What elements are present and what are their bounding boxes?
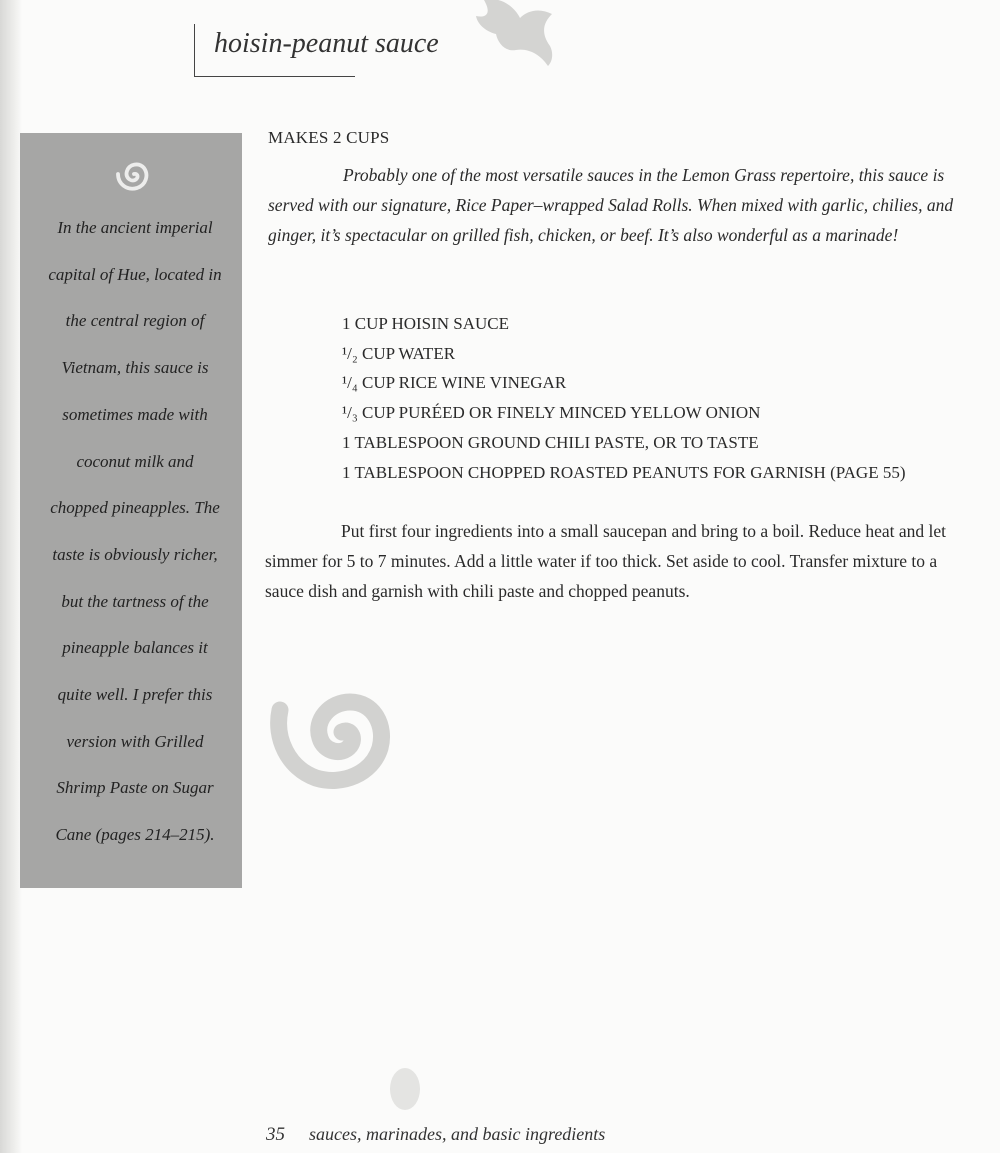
section-title: sauces, marinades, and basic ingredients <box>309 1124 606 1144</box>
ingredient-item: 1 TABLESPOON GROUND CHILI PASTE, OR TO TASTE <box>342 432 759 452</box>
sidebar-note-line: version with Grilled <box>66 731 204 751</box>
recipe-yield: MAKES 2 CUPS <box>268 128 390 147</box>
sidebar-note-line: but the tartness of the <box>61 591 209 611</box>
page-number: 35 <box>266 1124 285 1145</box>
sidebar-note-line: Cane (pages 214–215). <box>55 825 215 845</box>
large-spiral-decoration <box>262 655 418 805</box>
egg-decoration <box>388 1066 422 1112</box>
recipe-instructions: Put first four ingredients into a small saucepan and bring to a boil. Reduce heat and let simmer for 5 to 7 minutes. Add a little water if too thick. Set aside to cool. Transfer mixture to a sauce dish and garnish with chili paste and chopped peanuts. <box>265 521 947 601</box>
recipe-intro: Probably one of the most versatile sauces in the Lemon Grass repertoire, this sauce is served with our signature, Rice Paper–wrapped Salad Rolls. When mixed with garlic, chilies, and ginger, it’s spectacular on grilled fish, chicken, or beef. It’s also wonderful as a marinade! <box>268 165 954 245</box>
sidebar-note-line: quite well. I prefer this <box>57 685 213 705</box>
sidebar-note <box>22 205 248 859</box>
ingredient-item: ¹/₂ CUP WATER <box>342 343 456 363</box>
sidebar-note-line: chopped pineapples. The <box>50 498 220 518</box>
sidebar-note-line: Shrimp Paste on Sugar <box>56 778 214 798</box>
leaf-decoration <box>470 0 562 68</box>
spiral-icon <box>114 154 154 194</box>
ingredient-item: ¹/₄ CUP RICE WINE VINEGAR <box>342 373 567 393</box>
sidebar-note-line: sometimes made with <box>62 404 208 424</box>
page-footer <box>266 1124 605 1146</box>
ingredient-item: 1 TABLESPOON CHOPPED ROASTED PEANUTS FOR GARNISH (PAGE 55) <box>342 462 906 482</box>
sidebar-note-line: coconut milk and <box>76 451 194 471</box>
sidebar-note-line: Vietnam, this sauce is <box>61 358 209 378</box>
sidebar-note-line: In the ancient imperial <box>57 218 213 237</box>
sidebar-note-line: capital of Hue, located in <box>48 264 222 284</box>
sidebar-note-line: taste is obviously richer, <box>52 544 218 564</box>
page-spine-shadow <box>0 0 22 1153</box>
recipe-title: hoisin-peanut sauce <box>214 28 439 59</box>
ingredient-item: ¹/₃ CUP PURÉED OR FINELY MINCED YELLOW ONION <box>342 403 761 423</box>
sidebar-note-line: pineapple balances it <box>62 638 208 658</box>
ingredient-list <box>342 309 906 487</box>
sidebar-note-line: the central region of <box>65 311 205 331</box>
ingredient-item: 1 CUP HOISIN SAUCE <box>342 314 510 333</box>
